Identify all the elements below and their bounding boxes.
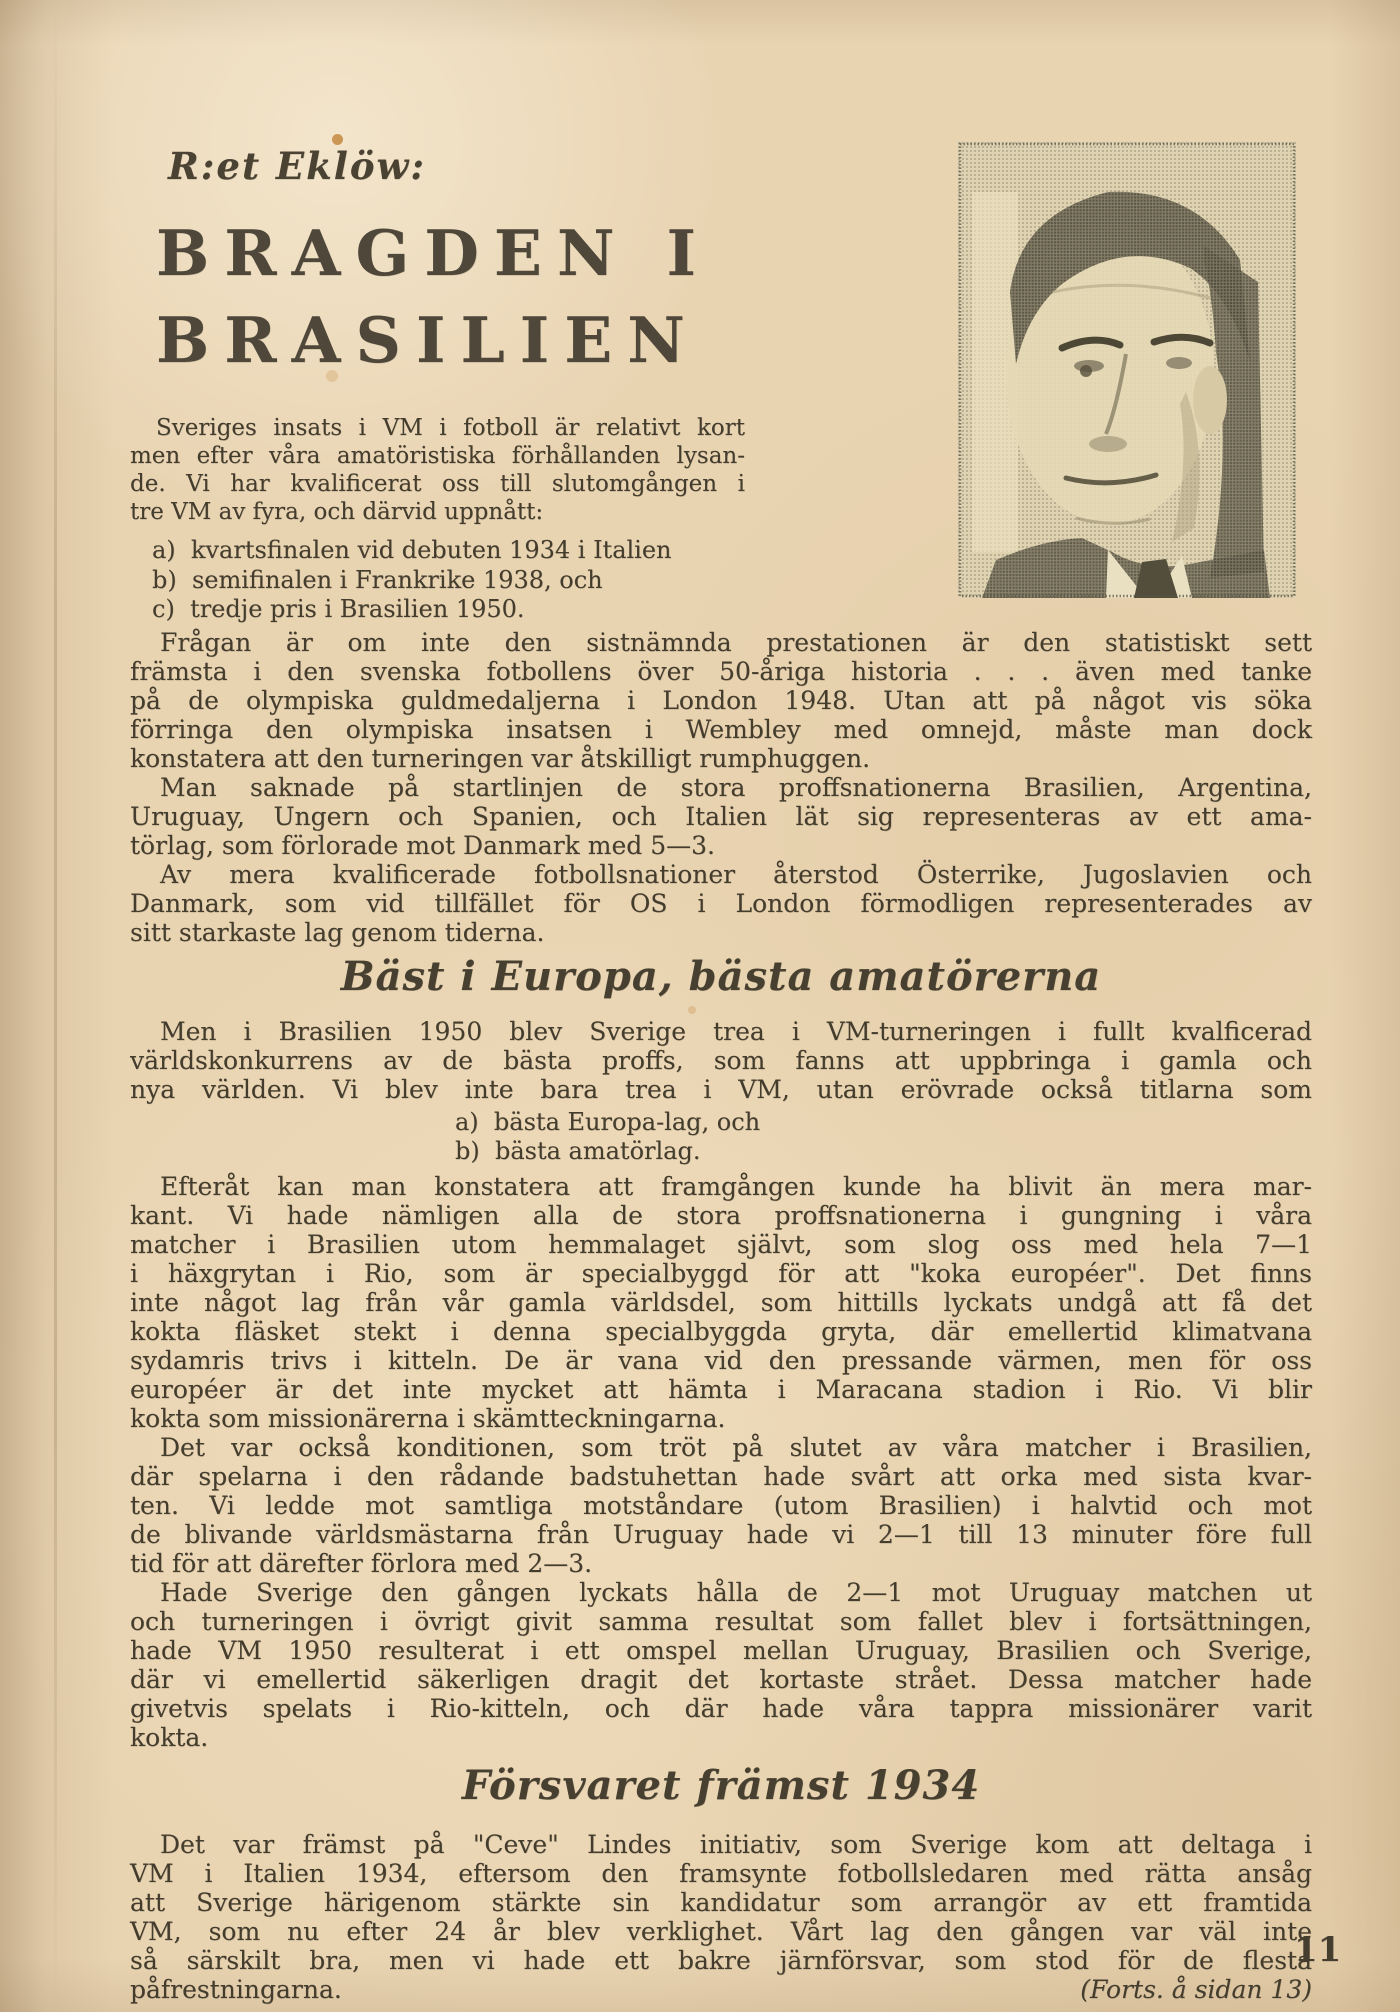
intro-paragraph: Sveriges insats i VM i fotboll är relativt kort men efter våra amatöristiska förhållanden lysan- de. Vi har kvalificerat oss till slutomgången i tre VM av fyra, och därvid uppnått: (130, 415, 745, 525)
paragraph-5: Efteråt kan man konstatera att framgången kunde ha blivit än mera mar- kant. Vi hade nämligen alla de stora proffsnationerna i gungning i våra matcher i Brasilien utom hemmalaget självt, som slog oss med hela 7—1 i häxgrytan i Rio, som är specialbyggd för att "koka européer". Det finns inte något lag från vår gamla världsdel, som hittills lyckats undgå att få det kokta fläsket stekt i denna specialbyggda gryta, där emellertid klimatvana sydamris trivs i kitteln. De är vana vid den pressande värmen, men för oss européer är det inte mycket att hämta i Maracana stadion i Rio. Vi blir kokta som missionärerna i skämtteckningarna. (130, 1172, 1312, 1433)
paragraph-4: Men i Brasilien 1950 blev Sverige trea i VM-turneringen i fullt kvalficerad världskonkurrens av de bästa proffs, som fanns att uppbringa i gamla och nya världen. Vi blev inte bara trea i VM, utan erövrade också titlarna som (130, 1017, 1312, 1104)
article-body (130, 628, 1312, 2004)
paragraph-8: Det var främst på "Ceve" Lindes initiativ, som Sverige kom att deltaga i VM i Italien 1934, eftersom den framsynte fotbollsledaren med rätta ansåg att Sverige härigenom stärkte sin kandidatur som arrangör av ett framtida VM, som nu efter 24 år blev verklighet. Vårt lag den gången var väl inte så särskilt bra, men vi hade ett bakre järnförsvar, som stod för de flesta (130, 1830, 1312, 1975)
intro-achievement-list: a) kvartsfinalen vid debuten 1934 i Italien b) semifinalen i Frankrike 1938, och c) tredje pris i Brasilien 1950. (152, 536, 672, 623)
paragraph-1: Frågan är om inte den sistnämnda prestationen är den statistiskt sett främsta i den svenska fotbollens över 50-åriga historia . . . även med tanke på de olympiska guldmedaljerna i London 1948. Utan att på något vis söka förringa den olympiska insatsen i Wembley med omnejd, måste man dock konstatera att den turneringen var åtskilligt rumphuggen. (130, 628, 1312, 773)
article-title (156, 210, 711, 384)
paragraph-8-last-line (130, 1975, 1312, 2004)
paragraph-8-last-words: påfrestningarna. (130, 1975, 342, 2004)
page-number: 11 (1294, 1930, 1342, 1970)
byline: R:et Eklöw: (168, 144, 427, 188)
paragraph-3: Av mera kvalificerade fotbollsnationer återstod Österrike, Jugoslavien och Danmark, som vid tillfället för OS i London förmodligen representerades av sitt starkaste lag genom tiderna. (130, 860, 1312, 947)
paragraph-6: Det var också konditionen, som tröt på slutet av våra matcher i Brasilien, där spelarna i den rådande badstuhettan hade svårt att orka med sista kvar- ten. Vi ledde mot samtliga motståndare (utom Brasilien) i halvtid och mot de blivande världsmästarna från Uruguay hade vi 2—1 till 13 minuter före full tid för att därefter förlora med 2—3. (130, 1433, 1312, 1578)
section-heading-2: Försvaret främst 1934 (461, 1762, 981, 1809)
section-heading-1: Bäst i Europa, bästa amatörerna (340, 953, 1102, 1000)
page-crease (54, 0, 57, 2012)
title-line-1: BRAGDEN I (156, 216, 711, 290)
paragraph-2: Man saknade på startlinjen de stora proffsnationerna Brasilien, Argentina, Uruguay, Ungern och Spanien, och Italien lät sig representeras av ett ama- törlag, som förlorade mot Danmark med 5—3. (130, 773, 1312, 860)
titles-list: a) bästa Europa-lag, och b) bästa amatörlag. (455, 1108, 761, 1165)
paragraph-7: Hade Sverige den gången lyckats hålla de 2—1 mot Uruguay matchen ut och turneringen i övrigt givit samma resultat som fallet blev i fortsättningen, hade VM 1950 resulterat i ett omspel mellan Uruguay, Brasilien och Sverige, där vi emellertid säkerligen dragit det kortaste strået. Dessa matcher hade givetvis spelats i Rio-kitteln, och där hade våra tappra missionärer varit kokta. (130, 1578, 1312, 1752)
continuation-note: (Forts. å sidan 13) (1080, 1975, 1312, 2004)
portrait-halftone (958, 142, 1296, 598)
portrait-photo (958, 142, 1296, 598)
title-line-2: BRASILIEN (156, 303, 700, 377)
